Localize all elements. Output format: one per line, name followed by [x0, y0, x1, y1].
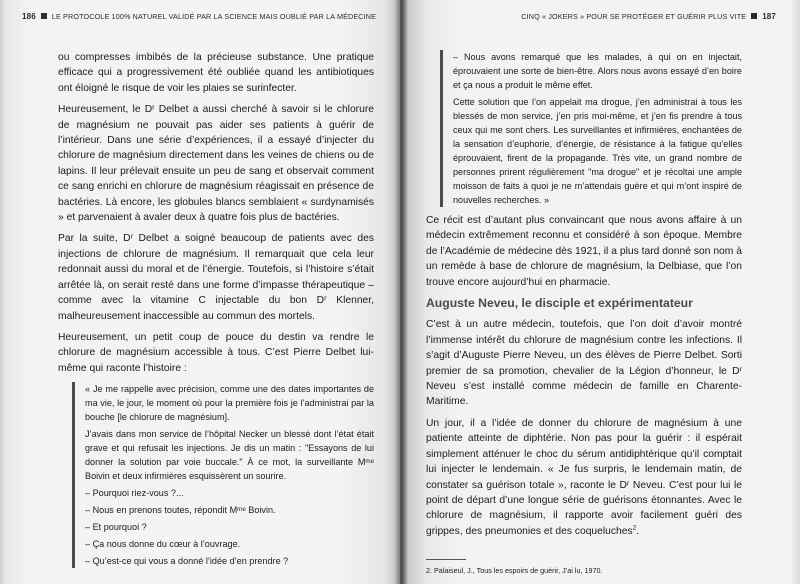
- square-bullet-icon: [751, 13, 757, 19]
- right-running-title: CINQ « JOKERS » POUR SE PROTÉGER ET GUÉRIR PLUS VITE: [521, 12, 747, 21]
- block-quote: [440, 50, 742, 207]
- quote-line: – Pourquoi riez-vous ?...: [85, 488, 184, 499]
- paragraph: Heureusement, le Dʳ Delbet a aussi cherché à savoir si le chlorure de magnésium ne pouvait pas aider ses patients à guérir de l’intérieur. Dans une série d’expériences, il a essayé d’injecter du chlorure de magnésium directement dans les veines de chiens ou de lapins. Il leur prélevait ensuite un peu de sang et observait comment ce sang enrichi en chlorure de magnésium réagissait en présence de bactéries. Là encore, les globules blancs semblaient « surdynamisés » et parvenaient à avaler deux à quatre fois plus de bactéries.: [58, 104, 374, 224]
- paragraph-end: .: [636, 525, 640, 537]
- right-body-text: [426, 50, 742, 576]
- left-running-title: LE PROTOCOLE 100% NATUREL VALIDÉ PAR LA SCIENCE MAIS OUBLIÉ PAR LA MÉDECINE: [51, 12, 377, 21]
- section-subheading: Auguste Neveu, le disciple et expérimentateur: [426, 296, 693, 311]
- paragraph: ou compresses imbibés de la précieuse substance. Une pratique efficace qui a progressivement été oubliée quand les antibiotiques ont éloigné le risque de voir les plaies se surinfecter.: [58, 52, 374, 94]
- paragraph: C’est à un autre médecin, toutefois, que l’on doit d’avoir montré l’immense intérêt du chlorure de magnésium contre les infections. Il s’agit d’Auguste Pierre Neveu, un des élèves de Pierre Delbet. Sorti premier de sa promotion, chevalier de la Légion d’honneur, le Dʳ Neveu s’est installé comme médecin de famille en Charente-Maritime.: [426, 319, 742, 408]
- quote-line: – Qu’est-ce qui vous a donné l’idée d’en prendre ?: [85, 556, 289, 567]
- quote-line: J’avais dans mon service de l’hôpital Necker un blessé dont l’état était grave et qui refusait les injections. Je dis un matin : "Essayons de lui donner la solution par voie buccale." À ce mot, la surveillante Mᵐᵉ Boivin et deux infirmières esquissèrent un sourire.: [85, 429, 374, 482]
- footnote-marker: 2: [632, 524, 637, 532]
- paragraph: [426, 416, 742, 539]
- paragraph: Ce récit est d’autant plus convaincant que nous avons affaire à un médecin extrêmement reconnu et considéré à son époque. Membre de l’Académie de médecine dès 1921, il a plus tard donné son nom à un remède à base de chlorure de magnésium, la Delbiase, que l’on trouve encore aujourd’hui en pharmacie.: [426, 215, 742, 288]
- paragraph: Heureusement, un petit coup de pouce du destin va rendre le chlorure de magnésium accessible à tous. C’est Pierre Delbet lui-même qui raconte l’histoire :: [58, 331, 374, 374]
- quote-line: – Ça nous donne du cœur à l’ouvrage.: [85, 539, 241, 550]
- block-quote: [72, 382, 374, 568]
- left-page-number: 186: [22, 12, 36, 21]
- square-bullet-icon: [41, 13, 47, 19]
- quote-line: – Et pourquoi ?: [85, 522, 147, 533]
- quote-line: – Nous en prenons toutes, répondit Mᵐᵉ Boivin.: [85, 505, 276, 516]
- footnote: 2. Palaiseul, J., Tous les espoirs de guérir, J’ai lu, 1970.: [426, 566, 603, 576]
- paragraph-text: Un jour, il a l’idée de donner du chlorure de magnésium à une patiente atteinte de diphtérie. Non pas pour la guérir : il espérait simplement atténuer le choc du sérum antidiphtérique qu’il comptait lui injecter le lendemain. « Je fus surpris, le lendemain matin, de constater sa guérison totale », raconte le Dʳ Neveu. C’est pour lui le point de départ d’une longue série de guérisons étonnantes. Avec le chlorure de magnésium, il rapporte avoir facilement guéri des grippes, des pneumonies et des coqueluches: [426, 417, 742, 537]
- right-page: [400, 0, 800, 584]
- paragraph: Par la suite, Dʳ Delbet a soigné beaucoup de patients avec des injections de chlorure de magnésium. Il remarquait que cela leur redonnait aussi du moral et de l’énergie. Toutefois, si l’histoire s’était arrêtée là, on serait resté dans une forme d’impasse thérapeutique – comme avec la vitamine C injectable du bon Dʳ Klenner, malheureusement inaccessible au commun des mortels.: [58, 233, 374, 322]
- quote-line: – Nous avons remarqué que les malades, à qui on en injectait, éprouvaient une sorte de bien-être. Alors nous avons essayé d’en boire et ça nous a produit le même effet.: [453, 52, 742, 90]
- left-running-head: [22, 12, 376, 21]
- quote-line: « Je me rappelle avec précision, comme une des dates importantes de ma vie, le jour, le moment où pour la première fois je l’administrai par la bouche [le chlorure de magnésium].: [85, 384, 374, 423]
- quote-line: Cette solution que l’on appelait ma drogue, j’en administrai à tous les blessés de mon service, j’en pris moi-même, et j’en fis prendre à tous ceux qui me sont chers. Les surveillantes et infirmières, enchantées de la sensation d’euphorie, d’énergie, de résistance à la fatigue qu’elles éprouvaient, firent de la propagande. Très vite, un grand nombre de personnes prirent régulièrement "ma drogue" et je récoltai une ample moisson de faits à quoi je ne m’attendais guère et qui m’ont inspiré de nouvelles recherches. »: [453, 97, 742, 205]
- right-running-head: [521, 12, 776, 21]
- left-body-text: [58, 50, 374, 574]
- book-gutter-shadow: [394, 0, 408, 584]
- right-page-number: 187: [762, 12, 776, 21]
- footnote-divider: [426, 559, 466, 560]
